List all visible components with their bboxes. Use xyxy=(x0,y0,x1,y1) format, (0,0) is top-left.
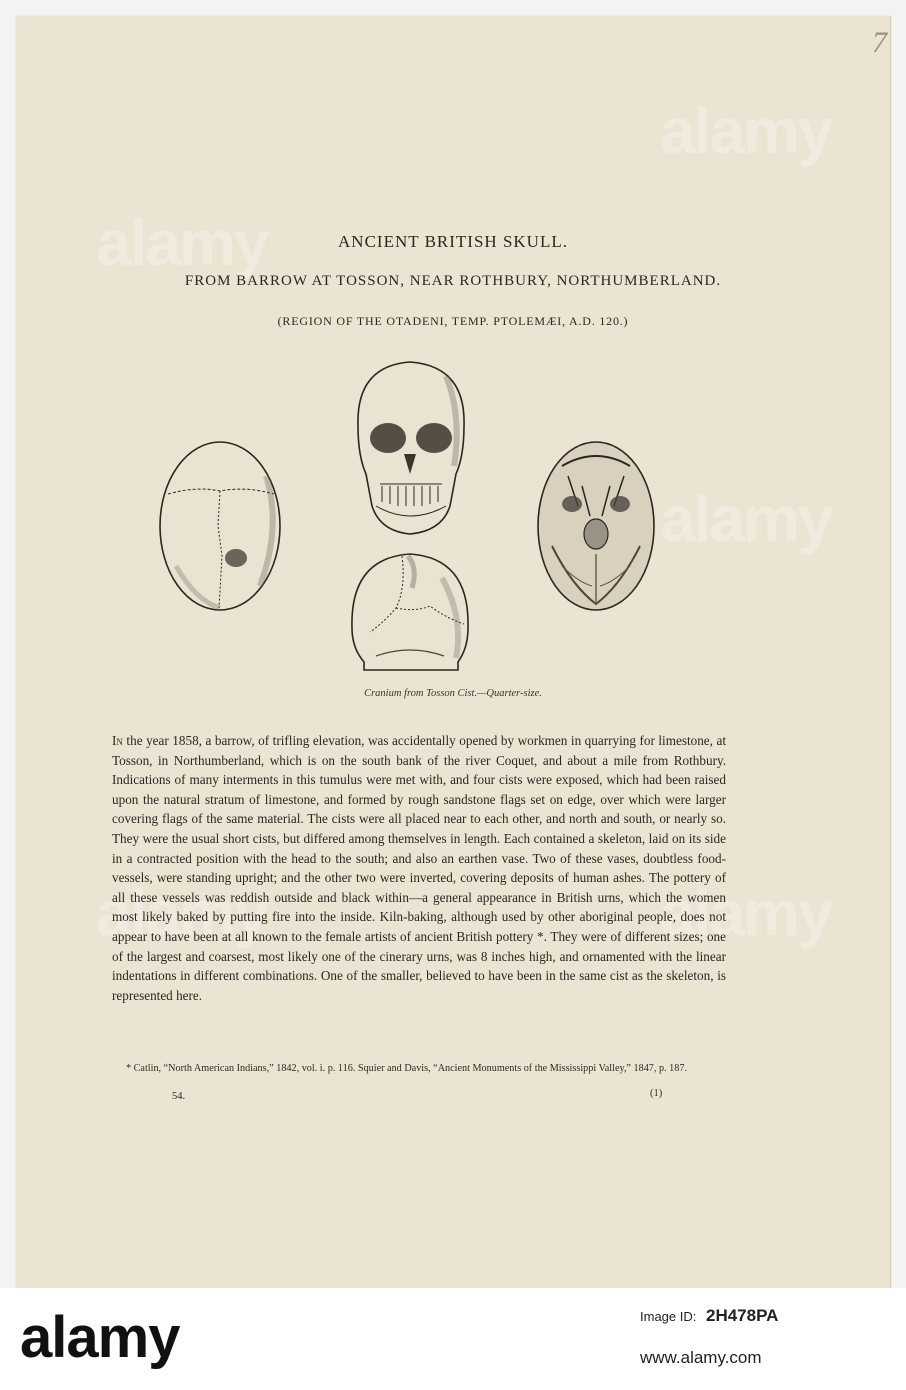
page-title: ANCIENT BRITISH SKULL. xyxy=(338,232,568,251)
signature-mark: 54. xyxy=(172,1091,186,1102)
sheet-number: (1) xyxy=(650,1088,663,1099)
region-line: (REGION OF THE OTADENI, TEMP. PTOLEMÆI, A.D. 120.) xyxy=(277,314,629,328)
watermark: alamy xyxy=(96,207,268,279)
body-paragraph xyxy=(112,731,726,1005)
page-subtitle: FROM BARROW AT TOSSON, NEAR ROTHBURY, NORTHUMBERLAND. xyxy=(184,273,722,289)
skull-base-view xyxy=(532,436,662,616)
page-corner-number: 7 xyxy=(872,26,887,59)
brand-text: alamy xyxy=(20,1305,180,1370)
watermark: alamy xyxy=(660,483,832,555)
footer-url[interactable]: www.alamy.com xyxy=(640,1348,762,1367)
body-text: the year 1858, a barrow, of trifling elevation, was accidentally opened by workmen in quarrying for limestone, at Tosson, in Northumberland, which is on the south bank of the river Coquet, and about a mile from Rothbury. Indications of many interments in this tumulus were met with, and four cists were exposed, which had been raised upon the natural stratum of limestone, and formed by rough sandstone flags set on edge, over which were larger covering flags of the same material. The cists were all placed near to each other, and north and south, or nearly so. They were the usual short cists, but differed among themselves in length. Each contained a skeleton, laid on its side in a contracted position with the head to the south; and also an earthen vase. Two of these vases, doubtless food-vessels, were standing upright; and the other two were inverted, covering deposits of human ashes. The pottery of all these vessels was reddish outside and black within—a general appearance in British urns, which the women most likely baked by putting fire into the inside. Kiln-baking, although used by other aboriginal people, does not appear to have been at all known to the female artists of ancient British pottery *. They were of different sizes; one of the largest and coarsest, most likely one of the cinerary urns, was 8 inches high, and ornamented with the linear indentations in different combinations. One of the smaller, believed to have been in the same cist as the skeleton, is represented here. xyxy=(112,733,726,1003)
skull-front-view xyxy=(346,356,476,541)
skull-top-view xyxy=(156,436,286,616)
brand-logo xyxy=(20,1304,179,1371)
watermark: alamy xyxy=(660,95,832,167)
image-id-row xyxy=(640,1306,778,1326)
footnote: * Catlin, “North American Indians,” 1842, vol. i. p. 116. Squier and Davis, “Ancient Monuments of the Mississippi Valley,” 1847, p. 187. xyxy=(126,1063,687,1074)
book-page xyxy=(16,16,891,1288)
watermark: alamy xyxy=(96,877,268,949)
figure-caption: Cranium from Tosson Cist.—Quarter-size. xyxy=(364,688,542,699)
image-id-label: Image ID: xyxy=(640,1309,697,1324)
watermark: alamy xyxy=(660,877,832,949)
skull-back-view xyxy=(346,548,476,678)
stock-footer xyxy=(0,1288,906,1390)
image-id-value: 2H478PA xyxy=(705,1306,779,1325)
body-lead: In xyxy=(112,733,123,748)
